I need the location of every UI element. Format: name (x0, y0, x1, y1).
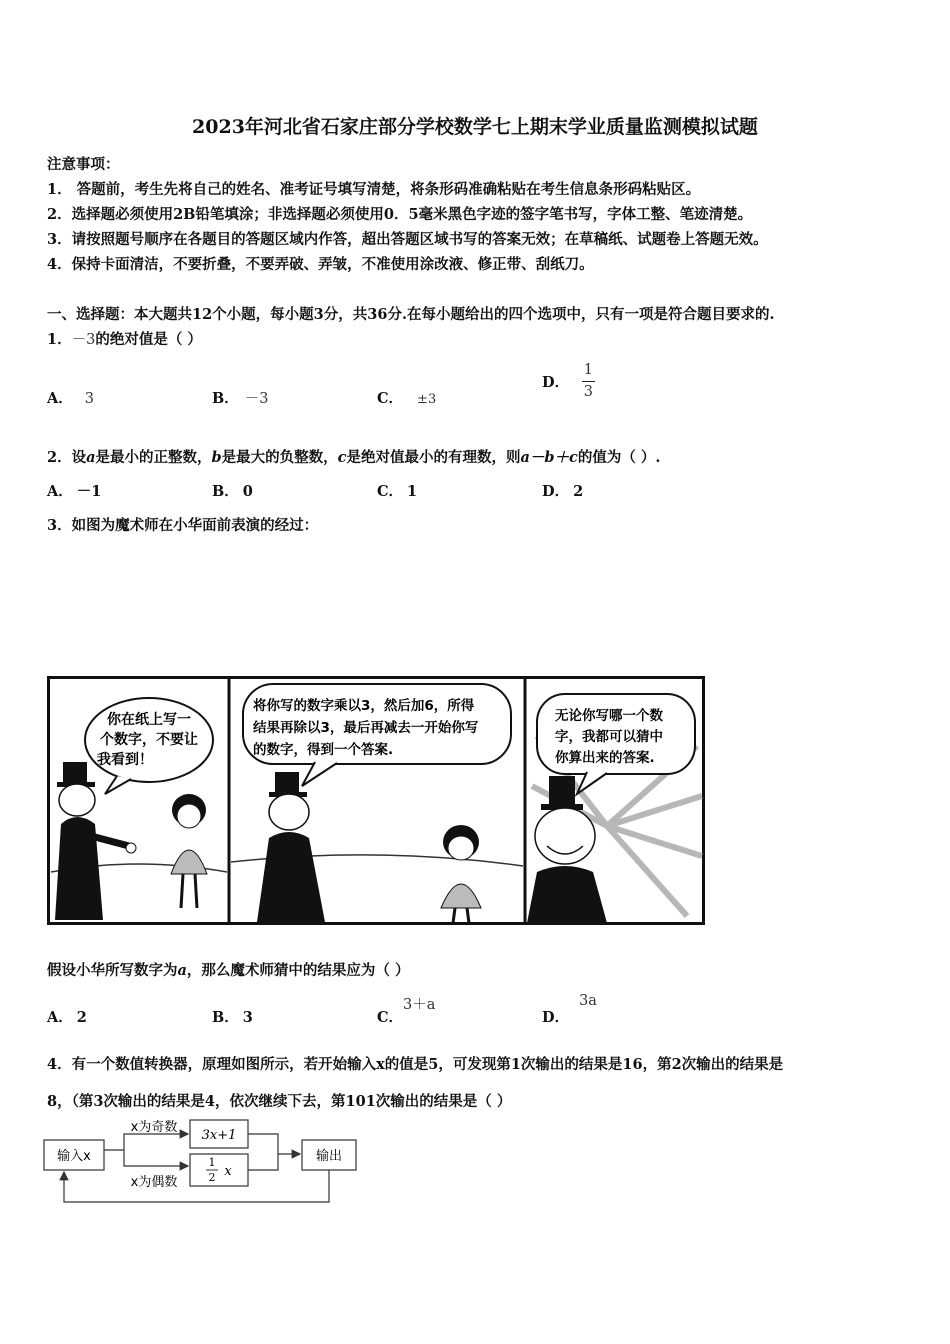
fraction (582, 363, 595, 399)
math-expression: a－b＋c (520, 449, 578, 466)
option-label: C． (377, 390, 404, 407)
math-variable: b (211, 449, 222, 466)
option-d[interactable] (542, 480, 583, 501)
option-label: A． (47, 390, 73, 407)
option-label: D． (542, 483, 570, 500)
option-value: 3a (579, 993, 597, 1009)
bubble-2-line: 的数字，得到一个答案. (253, 742, 394, 758)
option-c[interactable] (377, 387, 436, 408)
option-label: B． (212, 1009, 239, 1026)
question-number: 1． (47, 331, 72, 348)
option-value: 3 (242, 1009, 253, 1026)
option-value: 2 (573, 483, 584, 500)
even-fraction-denominator: 2 (208, 1171, 216, 1184)
question-2-stem (47, 446, 660, 467)
magician-comic (47, 676, 705, 925)
option-d[interactable] (542, 993, 597, 1027)
option-a[interactable] (47, 480, 101, 501)
notice-item: 1． 答题前，考生先将自己的姓名、准考证号填写清楚，将条形码准确粘贴在考生信息条形码粘贴区。 (47, 181, 701, 198)
question-1-stem (47, 328, 202, 349)
bubble-3-line: 你算出来的答案. (555, 750, 655, 766)
math-expression: －3 (71, 332, 96, 348)
option-a[interactable] (47, 1006, 87, 1027)
option-label: B． (212, 390, 239, 407)
bubble-3-line: 无论你写哪一个数 (555, 708, 663, 724)
option-c[interactable] (377, 993, 435, 1027)
option-label: A． (47, 1009, 73, 1026)
option-label: B． (212, 483, 239, 500)
notice-item: 2．选择题必须使用2B铅笔填涂；非选择题必须使用0．5毫米黑色字迹的签字笔书写，字体工整、笔迹清楚。 (47, 206, 753, 223)
option-value: 2 (76, 1009, 87, 1026)
option-value: 0 (242, 483, 253, 500)
fraction-denominator: 3 (583, 383, 593, 400)
option-value: 1 (407, 483, 418, 500)
question-text: ，那么魔术师猜中的结果应为（ ） (186, 962, 410, 979)
question-text: 是最大的负整数， (221, 449, 338, 466)
option-value: ±3 (417, 392, 437, 407)
option-value: －3 (244, 391, 269, 407)
section-heading: 一、选择题：本大题共12个小题，每小题3分，共36分.在每小题给出的四个选项中，只有一项是符合题目要求的. (47, 306, 775, 323)
even-variable: x (224, 1164, 232, 1179)
option-b[interactable] (212, 480, 253, 501)
option-b[interactable] (212, 1006, 253, 1027)
fraction-numerator: 1 (582, 363, 595, 382)
notice-item: 3．请按照题号顺序在各题目的答题区域内作答，超出答题区域书写的答案无效；在草稿纸、试题卷上答题无效。 (47, 231, 768, 248)
option-b[interactable] (212, 387, 269, 408)
question-text: 的值为（ ）. (577, 449, 661, 466)
question-text: 的绝对值是（ ） (95, 331, 202, 348)
question-text: 假设小华所写数字为 (47, 962, 178, 979)
option-c[interactable] (377, 480, 417, 501)
math-variable: a (177, 962, 187, 979)
question-4-line-2: 8，（第3次输出的结果是4，依次继续下去，第101次输出的结果是（ ） (47, 1093, 512, 1110)
math-variable: c (337, 449, 347, 466)
even-fraction-numerator: 1 (208, 1156, 216, 1169)
question-3-stem: 3．如图为魔术师在小华面前表演的经过： (47, 517, 319, 534)
option-label: C． (377, 483, 404, 500)
option-value: 3＋a (403, 997, 436, 1013)
bubble-3-line: 字，我都可以猜中 (555, 729, 663, 745)
question-4-line-1: 4．有一个数值转换器，原理如图所示，若开始输入x的值是5，可发现第1次输出的结果是16，第2次输出的结果是 (47, 1056, 784, 1073)
option-value: 3 (84, 391, 94, 407)
question-text: 是最小的正整数， (95, 449, 212, 466)
question-text: 2．设 (47, 449, 87, 466)
math-variable: a (86, 449, 96, 466)
bubble-2-line: 结果再除以3，最后再减去一开始你写 (253, 720, 479, 736)
option-a[interactable] (47, 387, 94, 408)
question-text: 是绝对值最小的有理数，则 (346, 449, 521, 466)
odd-condition: x为奇数 (130, 1120, 178, 1135)
output-label: 输出 (315, 1149, 343, 1164)
option-label: A． (47, 483, 73, 500)
page-title: 2023年河北省石家庄部分学校数学七上期末学业质量监测模拟试题 (192, 116, 758, 138)
bubble-1-line: 你在纸上写一 (107, 712, 191, 728)
option-label: C． (377, 1009, 404, 1026)
even-condition: x为偶数 (130, 1175, 178, 1190)
number-converter-flowchart (42, 1118, 362, 1210)
option-d[interactable] (542, 363, 595, 399)
bubble-2-line: 将你写的数字乘以3，然后加6，所得 (253, 698, 475, 714)
question-3-prompt (47, 959, 409, 980)
option-value: －1 (76, 483, 102, 500)
bubble-1-line: 个数字，不要让 (100, 732, 198, 748)
even-operation-box (190, 1154, 248, 1186)
odd-operation: 3x+1 (201, 1128, 237, 1143)
notice-heading: 注意事项： (47, 156, 120, 173)
option-label: D． (542, 1009, 570, 1026)
input-label: 输入x (57, 1149, 91, 1164)
bubble-1-line: 我看到！ (97, 752, 153, 768)
notice-item: 4．保持卡面清洁，不要折叠，不要弄破、弄皱，不准使用涂改液、修正带、刮纸刀。 (47, 256, 594, 273)
option-label: D． (542, 373, 570, 391)
